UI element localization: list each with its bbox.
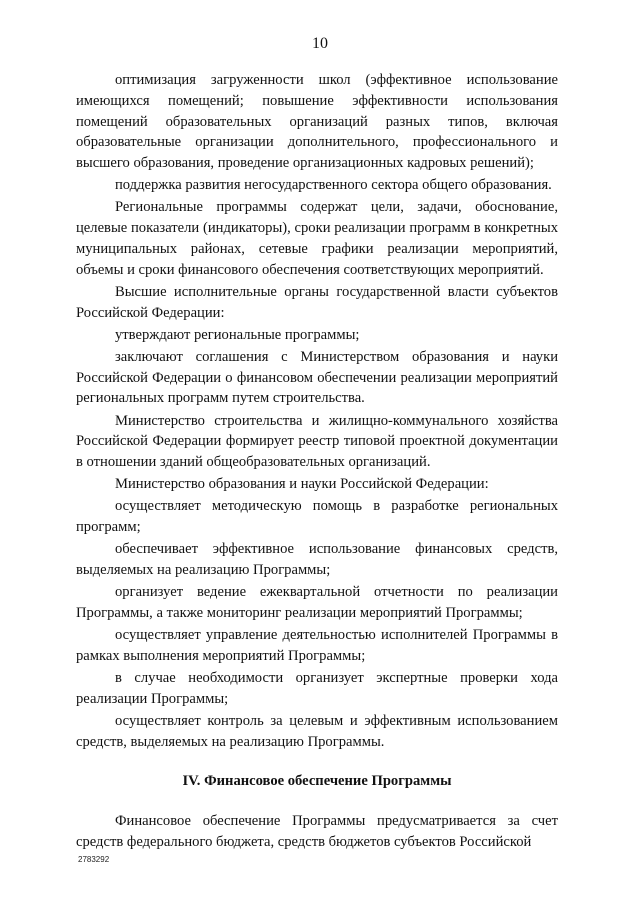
paragraph-regional-programs: Региональные программы содержат цели, задачи, обоснование, целевые показатели (индикаторы), сроки реализации программ в конкретных муниципальных районах, сетевые графики реализации мероприятий, объемы и сроки финансового обеспечения соответствующих мероприятий. bbox=[76, 199, 558, 278]
paragraph-financing: Финансовое обеспечение Программы предусматривается за счет средств федерального бюджета, средств бюджетов субъектов Российской bbox=[76, 813, 558, 851]
paragraph-expert-checks: в случае необходимости организует экспертные проверки хода реализации Программы; bbox=[76, 669, 558, 707]
document-code: 2783292 bbox=[78, 855, 110, 864]
paragraph-construction-ministry: Министерство строительства и жилищно-коммунального хозяйства Российской Федерации формирует реестр типовой проектной документации в отношении зданий общеобразовательных организаций. bbox=[76, 412, 558, 471]
paragraph-education-ministry: Министерство образования и науки Российской Федерации: bbox=[115, 476, 489, 493]
paragraph-effective-use: обеспечивает эффективное использование финансовых средств, выделяемых на реализацию Программы; bbox=[76, 541, 558, 578]
paragraph-conclude-agreements: заключают соглашения с Министерством образования и науки Российской Федерации о финансовом обеспечении реализации мероприятий региональных программ путем строительства. bbox=[76, 348, 558, 407]
paragraph-methodical-assistance: осуществляет методическую помощь в разработке региональных программ; bbox=[76, 498, 558, 536]
paragraph-quarterly-reporting: организует ведение ежеквартальной отчетности по реализации Программы, а также мониторинг реализации мероприятий Программы; bbox=[76, 584, 558, 621]
paragraph-school-optimization: оптимизация загруженности школ (эффективное использование имеющихся помещений; повышение эффективности использования помещений образовательных организаций разных типов, включая образовательные организации дополнительного, профессионального и высшего образования, проведение организационных кадровых решений); bbox=[76, 72, 558, 172]
document-body bbox=[76, 70, 558, 854]
paragraph-control: осуществляет контроль за целевым и эффективным использованием средств, выделяемых на реализацию Программы. bbox=[76, 712, 558, 750]
paragraph-management: осуществляет управление деятельностью исполнителей Программы в рамках выполнения мероприятий Программы; bbox=[76, 626, 558, 664]
page-number: 10 bbox=[312, 35, 328, 52]
paragraph-private-sector-support: поддержка развития негосударственного сектора общего образования. bbox=[115, 177, 552, 194]
paragraph-executive-authorities: Высшие исполнительные органы государственной власти субъектов Российской Федерации: bbox=[76, 283, 558, 321]
section-heading: IV. Финансовое обеспечение Программы bbox=[182, 773, 452, 790]
paragraph-approve-programs: утверждают региональные программы; bbox=[115, 326, 360, 343]
